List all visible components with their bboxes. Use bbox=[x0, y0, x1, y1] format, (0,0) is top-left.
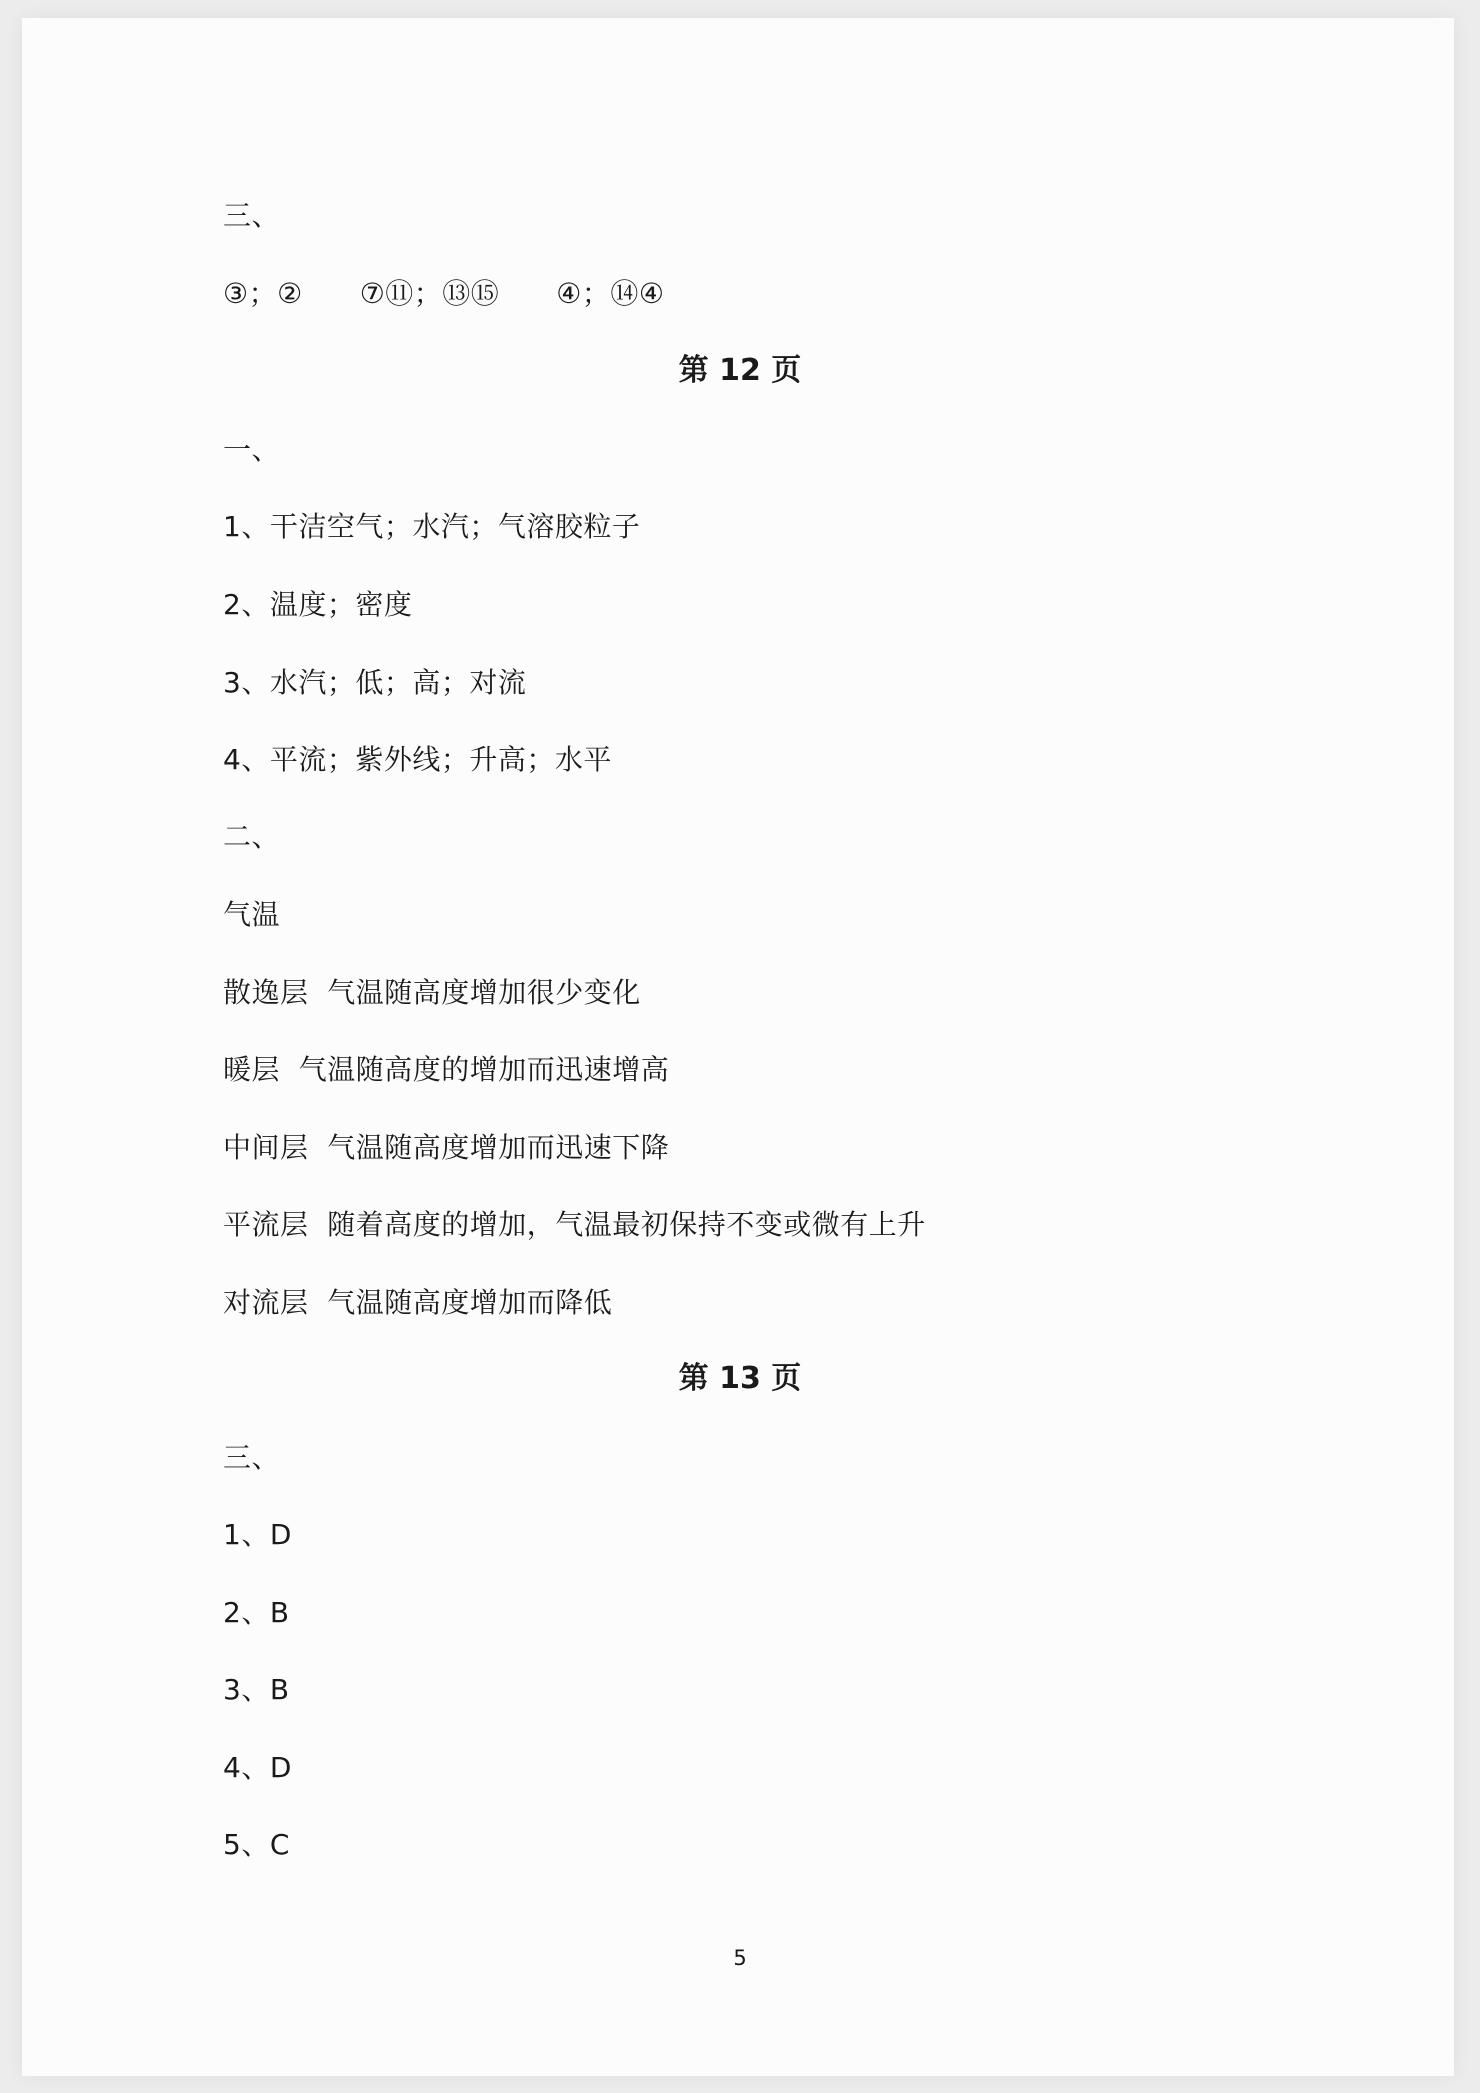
answer-line: 1、D bbox=[223, 1518, 292, 1551]
answer-line: 3、水汽；低；高；对流 bbox=[223, 666, 527, 699]
answer-line: 2、B bbox=[223, 1596, 290, 1629]
section-label: 二、 bbox=[223, 820, 281, 853]
answer-line: 1、干洁空气；水汽；气溶胶粒子 bbox=[223, 510, 641, 543]
section-label: 三、 bbox=[223, 199, 281, 232]
answer-line: 4、平流；紫外线；升高；水平 bbox=[223, 743, 612, 776]
page-heading-13: 第 13 页 bbox=[678, 1361, 802, 1396]
answer-line: 散逸层 气温随高度增加很少变化 bbox=[223, 976, 641, 1009]
answer-line: 4、D bbox=[223, 1751, 292, 1784]
answer-line: 2、温度；密度 bbox=[223, 588, 413, 621]
answer-line: 3、B bbox=[223, 1673, 290, 1706]
page-number: 5 bbox=[733, 1946, 747, 1970]
section-label: 一、 bbox=[223, 433, 281, 466]
answer-line: 平流层 随着高度的增加，气温最初保持不变或微有上升 bbox=[223, 1208, 926, 1241]
answer-line: 对流层 气温随高度增加而降低 bbox=[223, 1286, 613, 1319]
answer-line: 暖层 气温随高度的增加而迅速增高 bbox=[223, 1053, 670, 1086]
section-label: 三、 bbox=[223, 1441, 281, 1474]
answer-line: 气温 bbox=[223, 898, 281, 931]
answer-line: 中间层 气温随高度增加而迅速下降 bbox=[223, 1131, 670, 1164]
page-heading-12: 第 12 页 bbox=[678, 353, 802, 388]
answer-line: ③；② ⑦⑪；⑬⑮ ④；⑭④ bbox=[223, 277, 665, 310]
answer-line: 5、C bbox=[223, 1828, 290, 1861]
